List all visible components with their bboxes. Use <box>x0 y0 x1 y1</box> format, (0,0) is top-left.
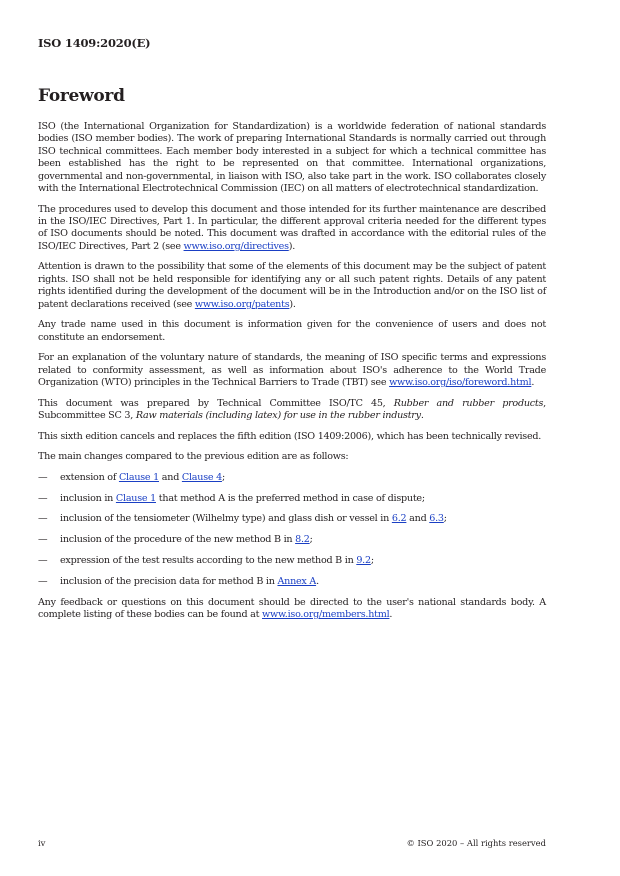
link-members[interactable]: www.iso.org/members.html <box>262 609 390 621</box>
list-item: — inclusion of the tensiometer (Wilhelmy type) and glass dish or vessel in 6.2 and 6.3; <box>38 513 447 525</box>
page-title: Foreword <box>38 86 125 106</box>
dash-bullet: — <box>38 492 48 504</box>
paragraph-committee: This document was prepared by Technical Committee ISO/TC 45, Rubber and rubber products, Subcommittee SC 3, Raw materials (including latex) for use in the rubber industry. <box>38 397 546 422</box>
list-item: — inclusion of the procedure of the new method B in 8.2; <box>38 534 313 546</box>
link-6-3[interactable]: 6.3 <box>429 513 444 525</box>
changes-list <box>38 472 546 588</box>
link-annex-a[interactable]: Annex A <box>277 575 317 587</box>
link-foreword[interactable]: www.iso.org/iso/foreword.html <box>389 377 532 389</box>
link-9-2[interactable]: 9.2 <box>356 555 371 567</box>
paragraph-procedures: The procedures used to develop this document and those intended for its further maintenance are described in the ISO/IEC Directives, Part 1. In particular, the different approval criteria needed for the different types of ISO documents should be noted. This document was drafted in accordance with the editorial rules of the ISO/IEC Directives, Part 2 (see www.iso.org/directives). <box>38 203 546 252</box>
list-item: — inclusion in Clause 1 that method A is the preferred method in case of dispute; <box>38 492 425 504</box>
foreword-body <box>38 121 546 630</box>
paragraph-changes-intro: The main changes compared to the previous edition are as follows: <box>38 451 349 463</box>
dash-bullet: — <box>38 513 48 525</box>
link-clause-1[interactable]: Clause 1 <box>118 471 159 483</box>
paragraph-iso-intro: ISO (the International Organization for Standardization) is a worldwide federation of national standards bodies (ISO member bodies). The work of preparing International Standards is normally carried out through ISO technical committees. Each member body interested in a subject for which a technical committee has been established has the right to be represented on that committee. International organizations, governmental and non-governmental, in liaison with ISO, also take part in the work. ISO collaborates closely with the International Electrotechnical Commission (IEC) on all matters of electrotechnical standardization. <box>38 121 546 195</box>
link-6-2[interactable]: 6.2 <box>391 513 407 525</box>
paragraph-patents: Attention is drawn to the possibility that some of the elements of this document may be the subject of patent rights. ISO shall not be held responsible for identifying any or all such patent rights. Details of any patent rights identified during the development of the document will be in the Introduction and/or on the ISO list of patent declarations received (see www.iso.org/patents). <box>38 261 546 310</box>
dash-bullet: — <box>38 534 48 546</box>
list-item: — extension of Clause 1 and Clause 4; <box>38 471 225 483</box>
paragraph-edition: This sixth edition cancels and replaces the fifth edition (ISO 1409:2006), which has been technically revised. <box>38 430 542 442</box>
dash-bullet: — <box>38 555 48 567</box>
link-patents[interactable]: www.iso.org/patents <box>194 298 290 310</box>
link-directives[interactable]: www.iso.org/directives <box>183 240 289 252</box>
paragraph-trade-name: Any trade name used in this document is information given for the convenience of users and does not constitute an endorsement. <box>38 319 546 343</box>
list-item: — expression of the test results according to the new method B in 9.2; <box>38 555 374 567</box>
dash-bullet: — <box>38 575 48 587</box>
paragraph-voluntary-nature: For an explanation of the voluntary nature of standards, the meaning of ISO specific terms and expressions related to conformity assessment, as well as information about ISO's adherence to the World Trade Organization (WTO) principles in the Technical Barriers to Trade (TBT) see www.iso.org/iso/foreword.html. <box>38 352 546 389</box>
dash-bullet: — <box>38 471 48 483</box>
page-number: iv <box>38 838 46 848</box>
list-item: — inclusion of the precision data for method B in Annex A. <box>38 575 319 587</box>
paragraph-feedback: Any feedback or questions on this document should be directed to the user's national standards body. A complete listing of these bodies can be found at www.iso.org/members.html. <box>38 596 546 621</box>
link-8-2[interactable]: 8.2 <box>295 534 310 546</box>
document-id: ISO 1409:2020(E) <box>38 36 151 50</box>
link-clause-4[interactable]: Clause 4 <box>181 471 222 483</box>
link-clause-1[interactable]: Clause 1 <box>115 492 156 504</box>
copyright-notice: © ISO 2020 – All rights reserved <box>406 838 546 848</box>
